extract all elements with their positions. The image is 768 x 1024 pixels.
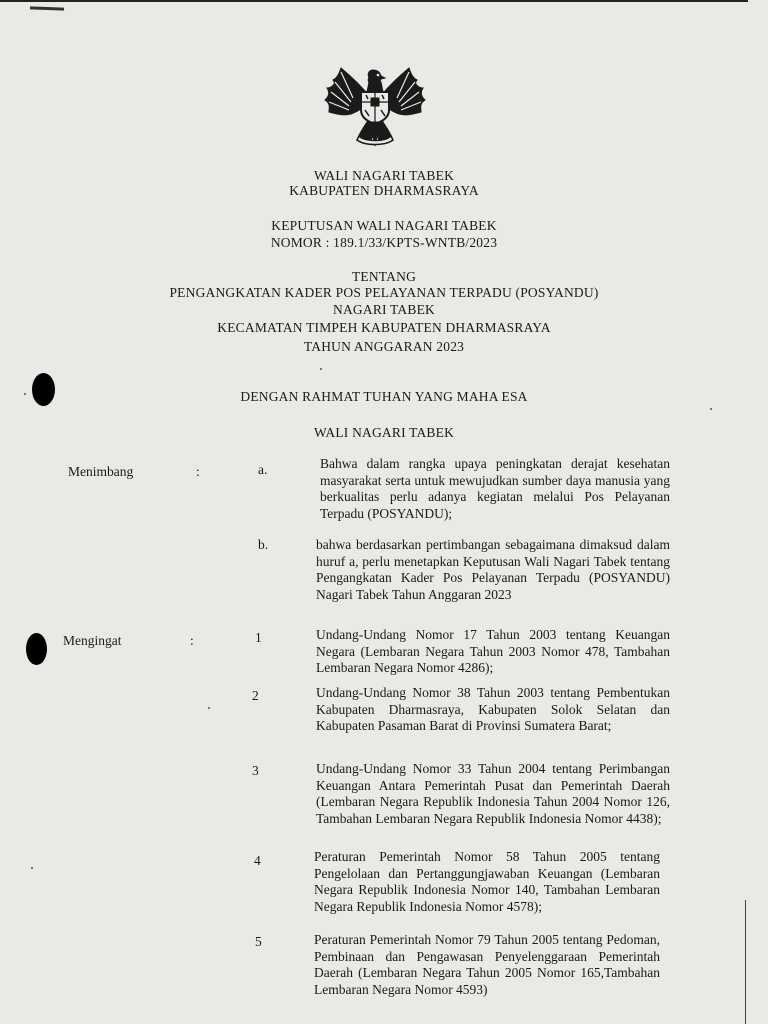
subject-line: KECAMATAN TIMPEH KABUPATEN DHARMASRAYA <box>217 320 551 335</box>
section-colon: : <box>196 464 200 479</box>
blessing-line: DENGAN RAHMAT TUHAN YANG MAHA ESA <box>240 389 528 404</box>
issuer-title: WALI NAGARI TABEK <box>313 168 455 183</box>
scan-speck <box>710 408 712 410</box>
decree-number: NOMOR : 189.1/33/KPTS-WNTB/2023 <box>270 235 498 250</box>
scan-speck <box>320 368 322 370</box>
section-label-menimbang: Menimbang <box>68 464 134 479</box>
item-marker: 3 <box>252 763 259 778</box>
corner-mark <box>30 6 64 10</box>
list-item: Undang-Undang Nomor 38 Tahun 2003 tentang Pembentukan Kabupaten Dharmasraya, Kabupaten Solok Selatan dan Kabupaten Pasaman Barat di Provinsi Sumatera Barat; <box>316 685 670 733</box>
section-colon: : <box>190 633 194 648</box>
item-marker: b. <box>258 537 269 552</box>
scan-speck <box>31 867 33 869</box>
item-marker: 5 <box>255 934 262 949</box>
page-edge-line <box>745 900 746 1024</box>
regency-name: KABUPATEN DHARMASRAYA <box>289 183 479 198</box>
list-item: Undang-Undang Nomor 17 Tahun 2003 tentang Keuangan Negara (Lembaran Negara Tahun 2003 Nomor 478, Tambahan Lembaran Negara Nomor 4286); <box>316 627 670 675</box>
about-heading: TENTANG <box>351 269 417 284</box>
official-title: WALI NAGARI TABEK <box>313 425 455 440</box>
scan-speck <box>208 707 210 709</box>
item-marker: 1 <box>255 630 262 645</box>
subject-line: PENGANGKATAN KADER POS PELAYANAN TERPADU (POSYANDU) <box>169 285 599 300</box>
list-item: Peraturan Pemerintah Nomor 79 Tahun 2005 tentang Pedoman, Pembinaan dan Pengawasan Penyelenggaraan Pemerintah Daerah (Lembaran Negara Tahun 2005 Nomor 165,Tambahan Lembaran Negara Nomor 4593) <box>314 932 660 997</box>
item-marker: 2 <box>252 688 259 703</box>
garuda-pancasila-emblem-icon <box>323 58 427 150</box>
list-item: Undang-Undang Nomor 33 Tahun 2004 tentang Perimbangan Keuangan Antara Pemerintah Pusat dan Pemerintah Daerah (Lembaran Negara Republik Indonesia Tahun 2004 Nomor 126, Tambahan Lembaran Negara Republik Indonesia Nomor 4438); <box>316 761 670 826</box>
subject-line: TAHUN ANGGARAN 2023 <box>303 339 465 354</box>
list-item: Peraturan Pemerintah Nomor 58 Tahun 2005 tentang Pengelolaan dan Pertanggungjawaban Keuangan (Lembaran Negara Republik Indonesia Nomor 140, Tambahan Lembaran Negara Republik Indonesia Nomor 4578); <box>314 849 660 914</box>
list-item: bahwa berdasarkan pertimbangan sebagaimana dimaksud dalam huruf a, perlu menetapkan Keputusan Wali Nagari Tabek tentang Pengangkatan Kader Pos Pelayanan Terpadu (POSYANDU) Nagari Tabek Tahun Anggaran 2023 <box>316 537 670 602</box>
punch-hole <box>26 633 47 665</box>
top-edge-rule <box>0 0 748 2</box>
section-label-mengingat: Mengingat <box>63 633 122 648</box>
item-marker: 4 <box>254 853 261 868</box>
subject-line: NAGARI TABEK <box>333 302 435 317</box>
decree-title: KEPUTUSAN WALI NAGARI TABEK <box>271 218 497 233</box>
item-marker: a. <box>258 462 268 477</box>
list-item: Bahwa dalam rangka upaya peningkatan derajat kesehatan masyarakat serta untuk mewujudkan sumber daya manusia yang berkualitas perlu adanya kegiatan melalui Pos Pelayanan Terpadu (POSYANDU); <box>320 456 670 521</box>
